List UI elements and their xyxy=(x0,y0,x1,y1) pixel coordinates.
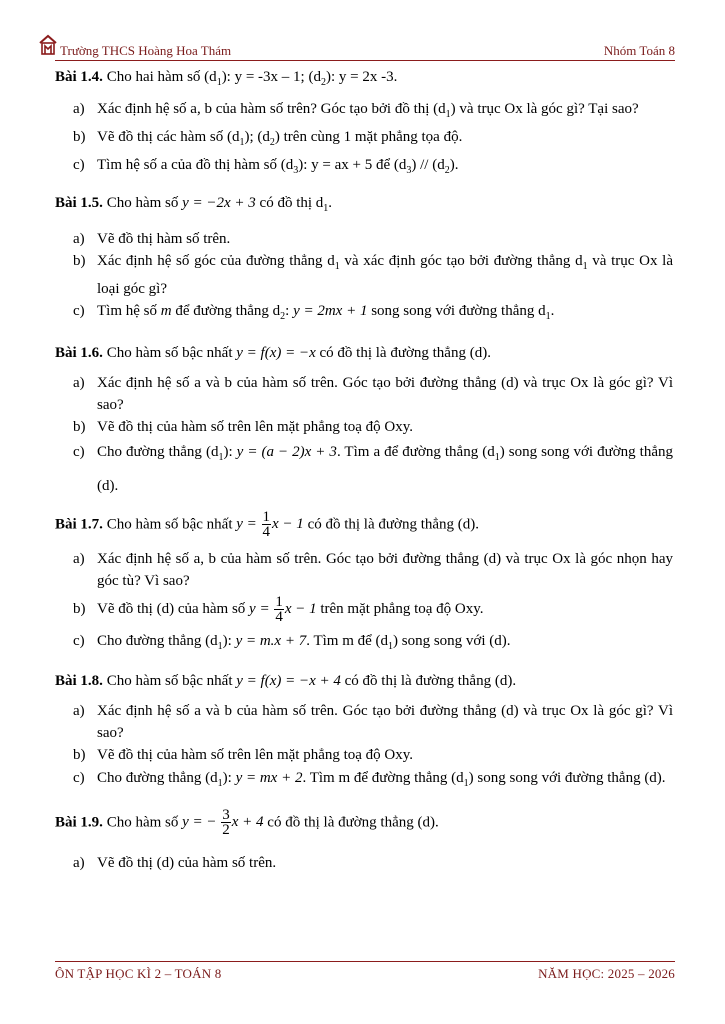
text: Vẽ đồ thị hàm số trên. xyxy=(97,231,231,247)
item-label: c) xyxy=(73,157,85,173)
text: ) song song với đường thẳng (d). xyxy=(97,444,673,494)
subscript: 1 xyxy=(388,641,394,652)
denominator: 4 xyxy=(275,608,283,625)
text: Vẽ đồ thị các hàm số (d xyxy=(97,129,240,145)
formula: y = f(x) = −x xyxy=(236,345,316,361)
problem-1-9 xyxy=(55,808,673,838)
text: Xác định hệ số a và b của hàm số trên. Góc tạo bởi đường thẳng (d) và trục Ox là góc gì? Vì sao? xyxy=(97,703,673,741)
subscript: 1 xyxy=(323,203,329,214)
problem-title: Bài 1.9. xyxy=(55,814,103,831)
text: ) và trục Ox là góc gì? Tại sao? xyxy=(450,101,639,117)
text: trên mặt phẳng toạ độ Oxy. xyxy=(320,601,484,617)
subscript: 1 xyxy=(463,778,469,789)
subscript: 3 xyxy=(293,165,299,176)
problem-title: Bài 1.7. xyxy=(55,516,103,533)
subscript: 2 xyxy=(269,137,275,148)
denominator: 2 xyxy=(222,822,230,838)
text: ): y = 2x -3. xyxy=(325,69,398,85)
list-item xyxy=(55,852,673,874)
text: và xác định góc tạo bởi đường thẳng d xyxy=(339,253,583,269)
list-item xyxy=(55,372,673,416)
item-label: b) xyxy=(73,253,86,269)
text: Tìm hệ số a của đồ thị hàm số (d xyxy=(97,157,294,173)
text: có đồ thị là đường thẳng (d). xyxy=(307,516,480,533)
text: Vẽ đồ thị (d) của hàm số xyxy=(97,601,246,617)
list-item xyxy=(55,98,673,126)
text: Vẽ đồ thị (d) của hàm số trên. xyxy=(97,855,277,871)
document-body xyxy=(55,66,673,874)
subscript: 1 xyxy=(239,137,245,148)
problem-title: Bài 1.8. xyxy=(55,673,103,689)
list-item xyxy=(55,250,673,300)
text: để đường thẳng d xyxy=(175,303,281,319)
item-label: c) xyxy=(73,303,85,319)
text: Xác định hệ số a, b của hàm số trên. Góc tạo bởi đường thẳng (d) và trục Ox là góc nhọn hay góc tù? Vì sao? xyxy=(97,551,673,589)
text: Cho hàm số xyxy=(106,814,179,831)
numerator: 1 xyxy=(275,593,283,610)
header-divider xyxy=(55,60,675,61)
problem-1-4-items xyxy=(55,98,673,182)
text: Cho hàm số bậc nhất xyxy=(106,345,233,361)
problem-1-7 xyxy=(55,510,673,540)
formula: y = 2mx + 1 xyxy=(293,303,368,319)
text: ). xyxy=(449,157,459,173)
school-logo-icon xyxy=(38,34,58,56)
text: . Tìm m để (d xyxy=(306,633,389,649)
problem-title: Bài 1.5. xyxy=(55,195,103,211)
formula: m xyxy=(160,303,172,319)
fraction xyxy=(274,595,284,625)
list-item: c) Cho đường thẳng $(d_1)$: y = mx + 2. Tìm m để đường thẳng $(d_1)$ song song với đường thẳng (d). xyxy=(55,766,673,796)
list-item: c) Cho đường thẳng $(d_1)$: y = (a − 2)x + 3. Tìm a để đường thẳng $(d_1)$ song song với đường thẳng (d). xyxy=(55,438,673,500)
text: Cho đường thẳng (d xyxy=(97,633,218,649)
text: Xác định hệ số góc của đường thẳng d xyxy=(97,253,335,269)
school-name: Trường THCS Hoàng Hoa Thám xyxy=(60,43,232,58)
text: Cho hàm số bậc nhất xyxy=(106,516,233,533)
problem-title: Bài 1.4. xyxy=(55,69,103,85)
page-header xyxy=(38,34,675,60)
formula: y = $\frac{1}{4}$ x − 1 xyxy=(249,593,317,625)
item-label: a) xyxy=(73,703,85,719)
list-item xyxy=(55,744,673,766)
item-label: a) xyxy=(73,855,85,871)
text: Cho hai hàm số (d xyxy=(106,69,217,85)
subscript: 1 xyxy=(445,109,451,120)
problem-1-7-items xyxy=(55,548,673,662)
text: ) song song với đường thẳng (d). xyxy=(468,770,666,786)
text: . Tìm a để đường thẳng (d xyxy=(336,444,495,460)
problem-1-5-items xyxy=(55,228,673,328)
item-label: c) xyxy=(73,633,85,649)
text: và trục Ox là loại góc gì? xyxy=(97,253,673,297)
formula: y = m.x + 7 xyxy=(235,633,307,649)
item-label: b) xyxy=(73,747,86,763)
list-item: c) Tìm hệ số m để đường thẳng $d_2$: y = 2mx + 1 song song với đường thẳng $d_1$. xyxy=(55,300,673,328)
text: có đồ thị là đường thẳng (d). xyxy=(267,814,439,831)
problem-1-8 xyxy=(55,670,673,692)
denominator: 4 xyxy=(262,524,271,540)
text: Vẽ đồ thị của hàm số trên lên mặt phẳng toạ độ Oxy. xyxy=(97,747,414,763)
footer-course: ÔN TẬP HỌC KÌ 2 – TOÁN 8 xyxy=(55,966,222,981)
text: có đồ thị là đường thẳng (d). xyxy=(344,673,517,689)
text: Tìm hệ số xyxy=(97,303,157,319)
text: Cho đường thẳng (d xyxy=(97,770,218,786)
problem-1-6-items xyxy=(55,372,673,500)
list-item xyxy=(55,548,673,592)
text: . Tìm m để đường thẳng (d xyxy=(302,770,464,786)
footer-school-year: NĂM HỌC: 2025 – 2026 xyxy=(538,966,675,981)
item-label: b) xyxy=(73,419,86,435)
item-label: a) xyxy=(73,231,85,247)
item-label: c) xyxy=(73,770,85,786)
subscript: 1 xyxy=(545,311,551,322)
formula: y = f(x) = −x + 4 xyxy=(236,673,341,689)
text: ): y = -3x – 1; (d xyxy=(221,69,321,85)
list-item xyxy=(55,154,673,182)
text: Vẽ đồ thị của hàm số trên lên mặt phẳng toạ độ Oxy. xyxy=(97,419,414,435)
subscript: 2 xyxy=(280,311,286,322)
problem-1-8-items xyxy=(55,700,673,796)
formula: y = −2x + 3 xyxy=(182,195,256,211)
list-item: c) Cho đường thẳng $(d_1)$: y = m.x + 7. Tìm m để $(d_1)$ song song với (d). xyxy=(55,626,673,662)
subscript: 1 xyxy=(217,641,223,652)
problem-1-9-items xyxy=(55,852,673,874)
text: song song với đường thẳng d xyxy=(371,303,546,319)
item-label: a) xyxy=(73,375,85,391)
text: ) trên cùng 1 mặt phẳng tọa độ. xyxy=(274,129,463,145)
subscript: 1 xyxy=(494,452,500,463)
list-item xyxy=(55,416,673,438)
subscript: 2 xyxy=(444,165,450,176)
text: Xác định hệ số a, b của hàm số trên? Góc tạo bởi đồ thị (d xyxy=(97,101,446,117)
numerator: 3 xyxy=(222,807,230,823)
formula: y = (a − 2)x + 3 xyxy=(236,444,337,460)
text: Cho hàm số bậc nhất xyxy=(106,673,233,689)
subscript: 1 xyxy=(216,77,222,88)
numerator: 1 xyxy=(262,509,271,525)
text: ): y = ax + 5 để (d xyxy=(298,157,407,173)
subscript: 1 xyxy=(582,261,588,272)
fraction xyxy=(262,510,272,540)
problem-1-5: Bài 1.5. Cho hàm số y = −2x + 3 có đồ thị $d_1$. xyxy=(55,195,333,214)
list-item xyxy=(55,228,673,250)
item-label: b) xyxy=(73,129,86,145)
group-name: Nhóm Toán 8 xyxy=(603,43,675,58)
text: Cho đường thẳng (d xyxy=(97,444,219,460)
item-label: c) xyxy=(73,444,85,460)
list-item xyxy=(55,126,673,154)
text: Xác định hệ số a và b của hàm số trên. Góc tạo bởi đường thẳng (d) và trục Ox là góc gì? Vì sao? xyxy=(97,375,673,413)
subscript: 1 xyxy=(218,452,224,463)
problem-1-6 xyxy=(55,342,673,364)
formula: y = − $\frac{3}{2}$ x + 4 xyxy=(182,807,264,838)
text: ) // (d xyxy=(411,157,445,173)
subscript: 1 xyxy=(334,261,340,272)
text: Cho hàm số xyxy=(106,195,179,211)
subscript: 3 xyxy=(406,165,412,176)
list-item xyxy=(55,700,673,744)
fraction xyxy=(221,808,231,838)
text: có đồ thị là đường thẳng (d). xyxy=(319,345,491,361)
list-item xyxy=(55,592,673,626)
subscript: 1 xyxy=(217,778,223,789)
text: có đồ thị d xyxy=(259,195,324,211)
text: ); (d xyxy=(244,129,270,145)
formula: y = mx + 2 xyxy=(235,770,303,786)
problem-title: Bài 1.6. xyxy=(55,345,103,361)
problem-1-4 xyxy=(55,66,673,94)
text: ) song song với (d). xyxy=(393,633,511,649)
subscript: 2 xyxy=(320,77,326,88)
item-label: b) xyxy=(73,601,86,617)
item-label: a) xyxy=(73,551,85,567)
item-label: a) xyxy=(73,101,85,117)
formula: y = $\frac{1}{4}$ x − 1 xyxy=(236,509,304,540)
footer-divider xyxy=(55,961,675,962)
